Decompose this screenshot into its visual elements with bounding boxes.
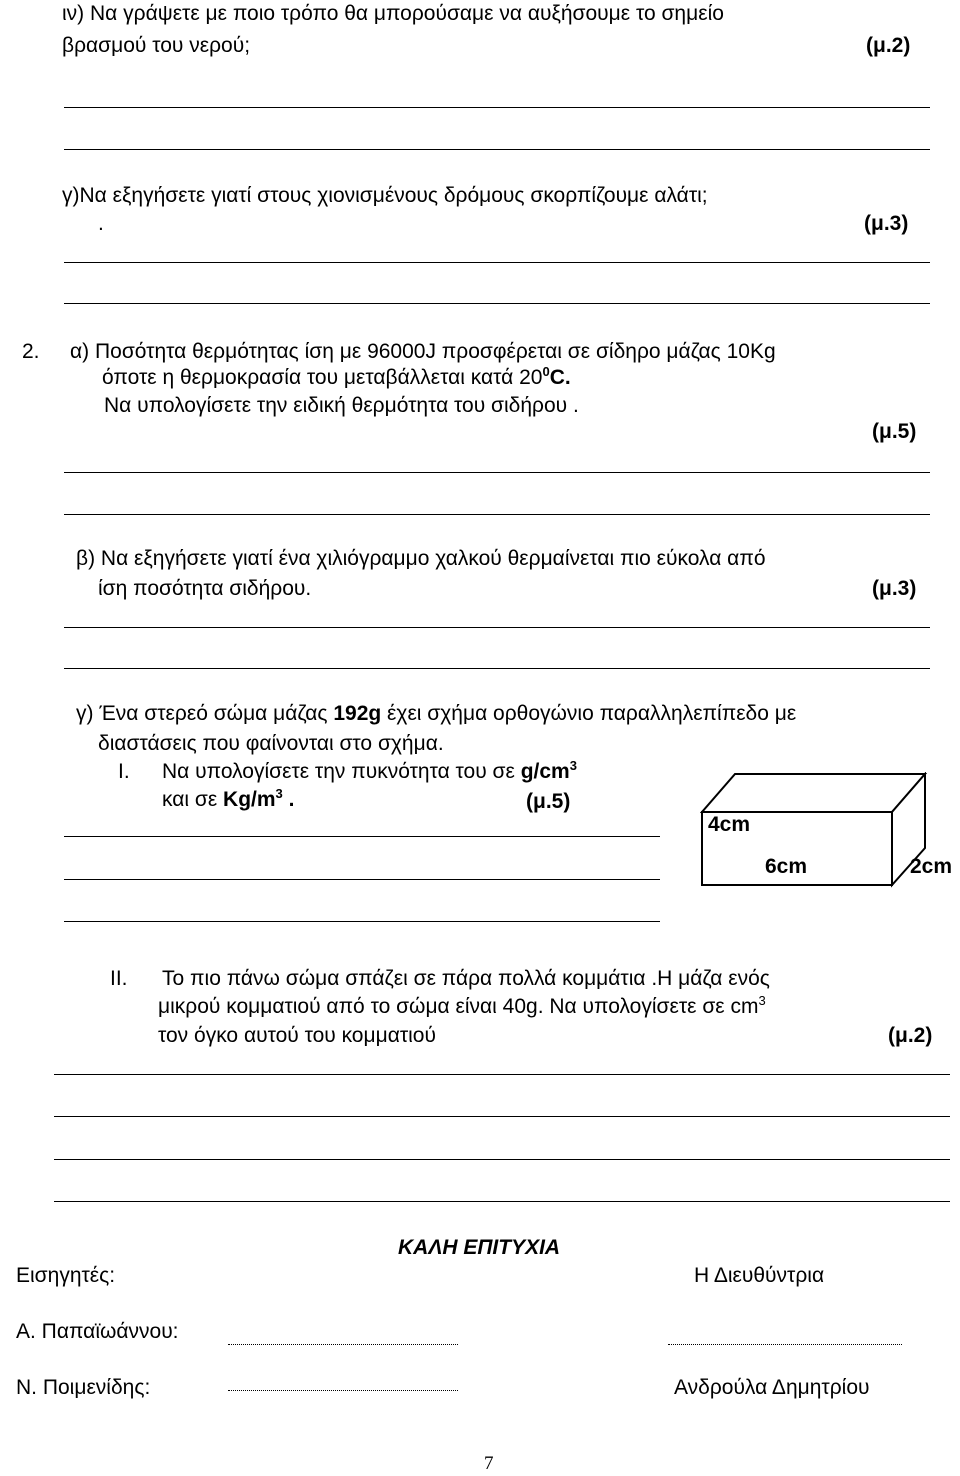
proposers-label: Εισηγητές: — [16, 1264, 116, 1287]
question-2c-I-line1: Να υπολογίσετε την πυκνότητα του σε $g/cm^3$ — [162, 758, 577, 783]
question-2c-line1: γ) Ένα στερεό σώμα μάζας 192g έχει σχήμα ορθογώνιο παραλληλεπίπεδο με — [76, 702, 797, 725]
answer-line — [64, 668, 930, 669]
question-2-number: 2. — [22, 340, 40, 363]
question-2a-line1: α) Ποσότητα θερμότητας ίση με 96000J προσφέρεται σε σίδηρο μάζας 10Kg — [70, 340, 776, 363]
answer-line — [64, 879, 660, 880]
question-2b-line1: β) Να εξηγήσετε γιατί ένα χιλιόγραμμο χαλκού θερμαίνεται πιο εύκολα από — [76, 547, 766, 570]
question-2c-II-line2: μικρού κομματιού από το σώμα είναι 40g. Να υπολογίσετε σε $cm^3$ — [158, 993, 766, 1018]
question-2a-marks: (μ.5) — [872, 420, 917, 443]
question-2c-II-number: II. — [110, 967, 128, 990]
signature-line — [668, 1344, 902, 1345]
answer-line — [64, 303, 930, 304]
question-2c-I-marks: (μ.5) — [526, 790, 571, 813]
page-number: 7 — [484, 1453, 494, 1474]
answer-line — [54, 1201, 950, 1202]
question-2c-line2: διαστάσεις που φαίνονται στο σχήμα. — [98, 732, 444, 755]
good-luck-heading: ΚΑΛΗ ΕΠΙΤΥΧΙΑ — [398, 1236, 561, 1259]
signature-line — [228, 1390, 458, 1391]
question-salt-dot: . — [98, 212, 104, 235]
answer-line — [64, 472, 930, 473]
cuboid-top-face — [702, 774, 925, 812]
question-2a-line2: όποτε η θερμοκρασία του μεταβάλλεται κατά $20^0C$. — [102, 364, 571, 389]
proposer-name-2: Ν. Ποιμενίδης: — [16, 1376, 151, 1399]
question-2c-I-number: I. — [118, 760, 130, 783]
figure-length-label: 6cm — [765, 855, 808, 878]
question-2c-II-marks: (μ.2) — [888, 1024, 933, 1047]
figure-depth-label: 2cm — [910, 855, 953, 878]
question-2a-line3: Να υπολογίσετε την ειδική θερμότητα του σιδήρου . — [104, 394, 579, 417]
question-2c-II-line3: τον όγκο αυτού του κομματιού — [158, 1024, 436, 1047]
question-2b-marks: (μ.3) — [872, 577, 917, 600]
answer-line — [64, 627, 930, 628]
question-salt-line1: γ)Να εξηγήσετε γιατί στους χιονισμένους δρόμους σκορπίζουμε αλάτι; — [62, 184, 708, 207]
director-name: Ανδρούλα Δημητρίου — [674, 1376, 870, 1399]
question-salt-marks: (μ.3) — [864, 212, 909, 235]
answer-line — [64, 836, 660, 837]
question-iv-marks: (μ.2) — [866, 34, 911, 57]
proposer-name-1: Α. Παπαϊωάννου: — [16, 1320, 179, 1343]
answer-line — [54, 1116, 950, 1117]
answer-line — [64, 262, 930, 263]
question-2c-I-line2: και σε $Kg/m^3$ . — [162, 786, 295, 811]
answer-line — [64, 921, 660, 922]
question-iv-line1: ιν) Να γράψετε με ποιο τρόπο θα μπορούσαμε να αυξήσουμε το σημείο — [62, 2, 724, 25]
signature-line — [228, 1344, 458, 1345]
director-label: Η Διευθύντρια — [694, 1264, 825, 1287]
answer-line — [64, 149, 930, 150]
figure-height-label: 4cm — [708, 813, 751, 836]
answer-line — [54, 1159, 950, 1160]
answer-line — [54, 1074, 950, 1075]
answer-line — [64, 514, 930, 515]
question-2b-line2: ίση ποσότητα σιδήρου. — [98, 577, 312, 600]
answer-line — [64, 107, 930, 108]
question-iv-line2: βρασμού του νερού; — [62, 34, 251, 57]
question-2c-II-line1: Το πιο πάνω σώμα σπάζει σε πάρα πολλά κομμάτια .Η μάζα ενός — [162, 967, 770, 990]
